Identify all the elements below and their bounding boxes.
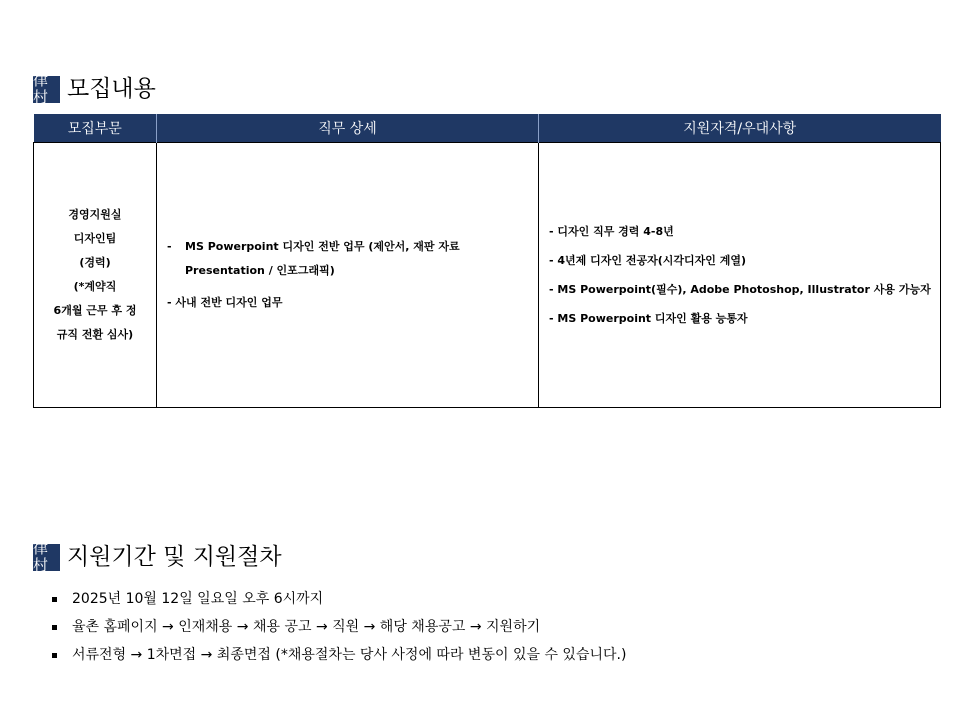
division-line: (*계약직 bbox=[73, 280, 117, 293]
qualifications-cell bbox=[539, 143, 941, 408]
table-row bbox=[34, 143, 941, 408]
duty-item: - 사내 전반 디자인 업무 bbox=[167, 296, 283, 309]
list-item: 2025년 10월 12일 일요일 오후 6시까지 bbox=[52, 585, 626, 613]
table-header-row bbox=[34, 114, 941, 143]
duty-line: MS Powerpoint 디자인 전반 업무 (제안서, 재판 자료 bbox=[185, 240, 460, 253]
list-item: - 디자인 직무 경력 4-8년 bbox=[549, 225, 674, 238]
duty-item bbox=[167, 235, 538, 283]
division-line: 디자인팀 bbox=[73, 232, 117, 245]
division-line: 규직 전환 심사) bbox=[56, 328, 134, 341]
application-steps-list bbox=[52, 585, 626, 669]
qualification-list bbox=[549, 217, 940, 333]
division-line: 6개월 근무 후 정 bbox=[53, 304, 137, 317]
square-bullet-icon bbox=[52, 653, 57, 658]
job-detail-cell bbox=[157, 143, 539, 408]
recruitment-table bbox=[33, 114, 941, 408]
division-cell bbox=[34, 143, 157, 408]
header-qualifications: 지원자격/우대사항 bbox=[539, 114, 941, 143]
list-item: - MS Powerpoint 디자인 활용 능통자 bbox=[549, 312, 748, 325]
list-item: 율촌 홈페이지 → 인재채용 → 채용 공고 → 직원 → 해당 채용공고 → 지원하기 bbox=[52, 613, 626, 641]
square-bullet-icon bbox=[52, 625, 57, 630]
division-line: 경영지원실 bbox=[68, 208, 122, 221]
list-item: - MS Powerpoint(필수), Adobe Photoshop, Illustrator 사용 가능자 bbox=[549, 283, 931, 296]
yulchon-logo-icon: YULCHON 律村 YULCHON bbox=[33, 544, 60, 571]
header-division: 모집부문 bbox=[34, 114, 157, 143]
yulchon-logo-icon: YULCHON 律村 YULCHON bbox=[33, 76, 60, 103]
section-title-text: 모집내용 bbox=[67, 76, 156, 102]
duty-list bbox=[167, 235, 538, 315]
duty-dash: - bbox=[167, 240, 172, 253]
section-title-text: 지원기간 및 지원절차 bbox=[67, 544, 282, 570]
list-item: 서류전형 → 1차면접 → 최종면접 (*채용절차는 당사 사정에 따라 변동이 있을 수 있습니다.) bbox=[52, 641, 626, 669]
header-job-detail: 직무 상세 bbox=[157, 114, 539, 143]
section-title-recruitment bbox=[33, 68, 156, 110]
duty-line: Presentation / 인포그래픽) bbox=[185, 264, 335, 277]
square-bullet-icon bbox=[52, 597, 57, 602]
division-line: (경력) bbox=[79, 256, 111, 269]
list-item: - 4년제 디자인 전공자(시각디자인 계열) bbox=[549, 254, 746, 267]
section-title-application bbox=[33, 536, 282, 578]
